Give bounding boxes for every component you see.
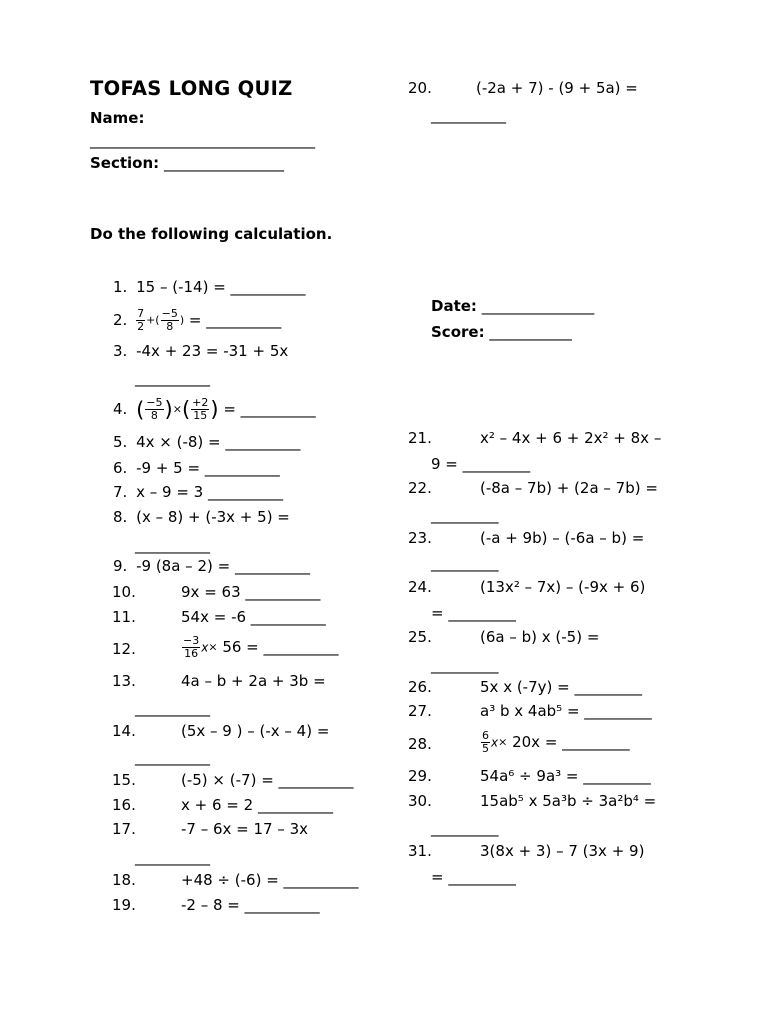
question-17: -7 – 6x = 17 – 3x [181, 820, 309, 838]
page-title: TOFAS LONG QUIZ [90, 77, 293, 100]
operator: +( [146, 313, 160, 327]
answer-blank-30: _________ [431, 819, 499, 837]
question-1 [113, 277, 306, 297]
question-27: a³ b x 4ab⁵ = _________ [480, 702, 652, 720]
question-16: x + 6 = 2 __________ [181, 796, 333, 814]
question-text: -4x + 23 = -31 + 5x [136, 342, 289, 360]
question-number: 19. [112, 896, 136, 914]
question-number: 24. [408, 578, 432, 596]
question-number: 7. [113, 483, 128, 501]
question-number: 1. [113, 278, 128, 296]
date-blank: _______________ [481, 297, 595, 315]
answer-blank-8: __________ [135, 536, 210, 554]
instruction: Do the following calculation. [90, 225, 333, 243]
question-number: 17. [112, 820, 136, 838]
section-blank: ________________ [163, 154, 284, 172]
score-field [431, 322, 572, 342]
question-number: 21. [408, 429, 432, 447]
score-blank: ___________ [489, 323, 572, 341]
question-number: 28. [408, 735, 432, 753]
operator: × [498, 735, 508, 749]
question-text: 56 = __________ [217, 638, 339, 656]
fraction: $\frac{-5}{8}$ [161, 307, 178, 333]
score-label: Score: [431, 323, 485, 341]
variable: x [201, 640, 209, 655]
question-6 [113, 458, 280, 478]
question-text: = __________ [218, 400, 316, 418]
question-13: 4a – b + 2a + 3b = [181, 672, 326, 690]
question-number: 4. [113, 400, 128, 418]
answer-blank-14: __________ [135, 748, 210, 766]
question-10: 9x = 63 __________ [181, 583, 321, 601]
question-number: 2. [113, 311, 128, 329]
answer-blank-23: _________ [431, 554, 499, 572]
question-number: 31. [408, 842, 432, 860]
fraction: $\frac{+2}{15}$ [192, 396, 209, 422]
question-11: 54x = -6 __________ [181, 608, 326, 626]
question-21: x² – 4x + 6 + 2x² + 8x – [480, 429, 662, 447]
question-26: 5x x (-7y) = _________ [480, 678, 642, 696]
question-number: 5. [113, 433, 128, 451]
question-30: 15ab⁵ x 5a³b ÷ 3a²b⁴ = [480, 792, 657, 810]
answer-blank-17: __________ [135, 848, 210, 866]
section-field [90, 153, 284, 173]
question-number: 10. [112, 583, 136, 601]
question-14: (5x – 9 ) – (-x – 4) = [181, 722, 330, 740]
question-text: 20x = _________ [507, 733, 630, 751]
question-number: 3. [113, 342, 128, 360]
question-number: 12. [112, 640, 136, 658]
question-text: x – 9 = 3 __________ [136, 483, 283, 501]
question-7 [113, 482, 283, 502]
question-number: 25. [408, 628, 432, 646]
question-22: (-8a – 7b) + (2a – 7b) = [480, 479, 658, 497]
operator: ) [179, 313, 185, 327]
question-4: 4. ( $\frac{-5}{8}$ )×( $\frac{+2}{15}$ ) = __________ [113, 396, 316, 422]
fraction: $\frac{-5}{8}$ [146, 396, 163, 422]
question-28 [480, 728, 630, 757]
question-text: -9 (8a – 2) = __________ [136, 557, 310, 575]
question-number: 9. [113, 557, 128, 575]
variable: x [491, 735, 499, 750]
question-25: (6a – b) x (-5) = [480, 628, 600, 646]
answer-blank-13: __________ [135, 699, 210, 717]
section-label: Section: [90, 154, 160, 172]
operator: × [208, 640, 218, 654]
name-blank: ______________________________ [90, 131, 315, 149]
question-number: 8. [113, 508, 128, 526]
question-12 [181, 633, 339, 662]
fraction: $\frac{6}{5}$ [482, 729, 489, 755]
question-number: 26. [408, 678, 432, 696]
answer-blank-3: __________ [135, 369, 210, 387]
question-text: (x – 8) + (-3x + 5) = [136, 508, 290, 526]
question-number: 18. [112, 871, 136, 889]
question-8 [113, 507, 290, 527]
answer-blank-20: __________ [431, 106, 506, 124]
question-text: 4x × (-8) = __________ [136, 433, 301, 451]
question-number: 27. [408, 702, 432, 720]
question-23: (-a + 9b) – (-6a – b) = [480, 529, 645, 547]
fraction: $\frac{-3}{16}$ [183, 634, 200, 660]
question-number: 13. [112, 672, 136, 690]
question-number: 22. [408, 479, 432, 497]
date-field [431, 296, 594, 316]
question-text: = __________ [184, 311, 282, 329]
question-number: 6. [113, 459, 128, 477]
date-label: Date: [431, 297, 477, 315]
fraction: $\frac{7}{2}$ [137, 307, 145, 333]
answer-blank-24: = _________ [431, 604, 516, 622]
question-31: 3(8x + 3) – 7 (3x + 9) [480, 842, 645, 860]
question-29: 54a⁶ ÷ 9a³ = _________ [480, 767, 651, 785]
answer-blank-21: 9 = _________ [431, 455, 531, 473]
question-2 [113, 307, 281, 334]
question-text: 15 – (-14) = __________ [136, 278, 306, 296]
question-number: 23. [408, 529, 432, 547]
question-number: 30. [408, 792, 432, 810]
question-number: 20. [408, 79, 432, 97]
name-label: Name: [90, 109, 145, 127]
question-number: 16. [112, 796, 136, 814]
question-number: 14. [112, 722, 136, 740]
answer-blank-22: _________ [431, 506, 499, 524]
question-18: +48 ÷ (-6) = __________ [181, 871, 359, 889]
question-19: -2 – 8 = __________ [181, 896, 320, 914]
question-20: (-2a + 7) - (9 + 5a) = [476, 79, 638, 97]
question-text: -9 + 5 = __________ [136, 459, 280, 477]
question-5 [113, 432, 300, 452]
operator: × [172, 402, 182, 416]
question-15: (-5) × (-7) = __________ [181, 771, 354, 789]
answer-blank-31: = _________ [431, 868, 516, 886]
question-number: 11. [112, 608, 136, 626]
question-3 [113, 341, 288, 361]
question-9 [113, 556, 310, 576]
question-number: 29. [408, 767, 432, 785]
question-24: (13x² – 7x) – (-9x + 6) [480, 578, 646, 596]
question-number: 15. [112, 771, 136, 789]
answer-blank-25: _________ [431, 656, 499, 674]
